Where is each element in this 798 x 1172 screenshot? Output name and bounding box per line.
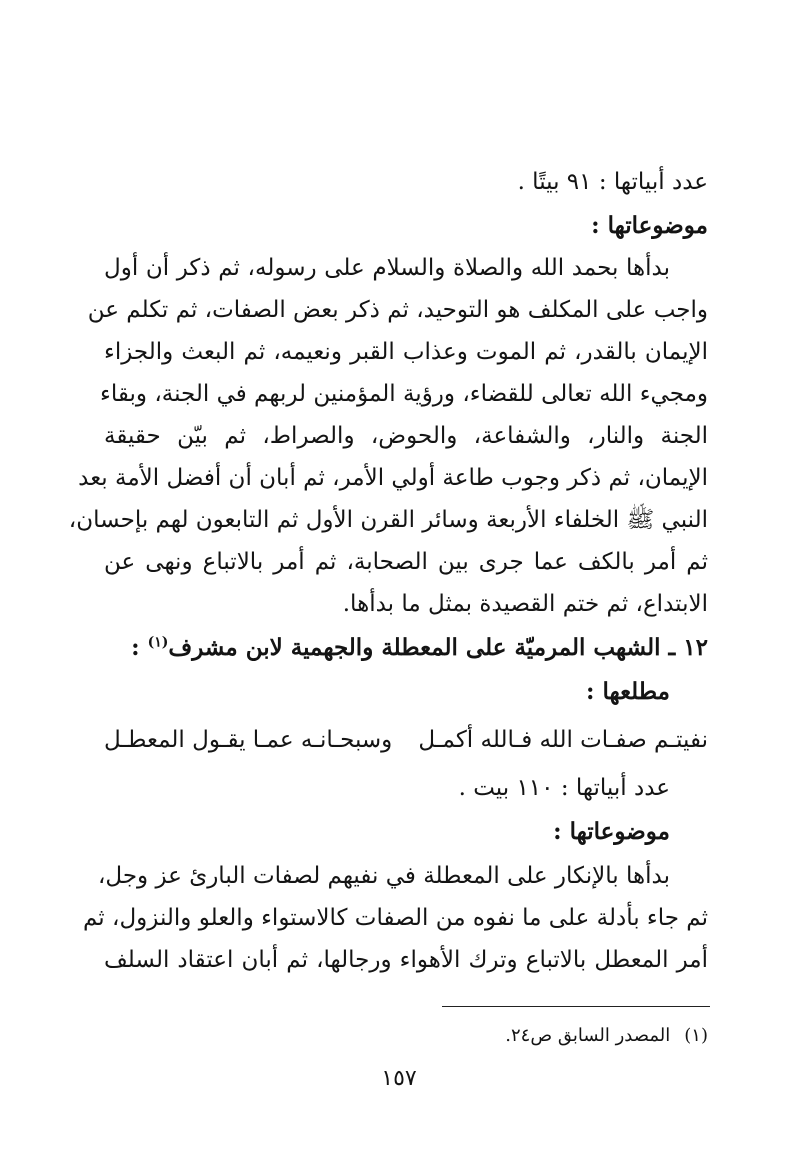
paragraph-a-line-2: واجب على المكلف هو التوحيد، ثم ذكر بعض الصفات، ثم تكلم عن [87,297,708,323]
paragraph-a-line-1: بدأها بحمد الله والصلاة والسلام على رسوله، ثم ذكر أن أول [104,255,670,281]
section-12-title: ١٢ ـ الشهب المرميّة على المعطلة والجهمية لابن مشرف [168,634,708,661]
paragraph-a-line-5: الجنة والنار، والشفاعة، والحوض، والصراط، ثم بيّن حقيقة [104,423,708,449]
paragraph-a-line-7: النبي ﷺ الخلفاء الأربعة وسائر القرن الأول ثم التابعون لهم بإحسان، [68,507,708,533]
verse-count-a: عدد أبياتها : ٩١ بيتًا . [517,169,708,195]
paragraph-a-line-8: ثم أمر بالكف عما جرى بين الصحابة، ثم أمر بالاتباع ونهى عن [104,549,708,575]
footnote-ref: (١) [147,634,169,651]
paragraph-a-line-3: الإيمان بالقدر، ثم الموت وعذاب القبر ونعيمه، ثم البعث والجزاء [104,339,708,365]
verse-second-hemistich: وسبحـانـه عمـا يقـول المعطـل [104,727,393,753]
footnote-number: (١) [684,1025,708,1046]
paragraph-b-line-2: ثم جاء بأدلة على ما نفوه من الصفات كالاستواء والعلو والنزول، ثم [83,905,708,931]
verse-first-hemistich: نفيتـم صفـات الله فـالله أكمـل [418,727,708,753]
opening-heading: مطلعها : [585,678,670,705]
paragraph-a-line-4: ومجيء الله تعالى للقضاء، ورؤية المؤمنين لربهم في الجنة، وبقاء [100,381,708,407]
footnote [505,1022,708,1050]
page-number: ١٥٧ [381,1066,417,1091]
verse-count-b: عدد أبياتها : ١١٠ بيت . [458,775,670,801]
paragraph-a-line-6: الإيمان، ثم ذكر وجوب طاعة أولي الأمر، ثم أبان أن أفضل الأمة بعد [78,465,708,491]
paragraph-a-line-9: الابتداع، ثم ختم القصيدة بمثل ما بدأها. [342,591,708,617]
heading-colon: : [131,634,140,661]
footnote-text: المصدر السابق ص٢٤. [505,1025,671,1046]
topics-heading-a: موضوعاتها : [591,212,708,239]
footnote-separator [442,1006,710,1007]
topics-heading-b: موضوعاتها : [553,818,670,845]
paragraph-b-line-1: بدأها بالإنكار على المعطلة في نفيهم لصفات البارئ عز وجل، [98,863,670,889]
paragraph-b-line-3: أمر المعطل بالاتباع وترك الأهواء ورجالها، ثم أبان اعتقاد السلف [104,947,708,973]
section-12-heading [131,628,708,668]
